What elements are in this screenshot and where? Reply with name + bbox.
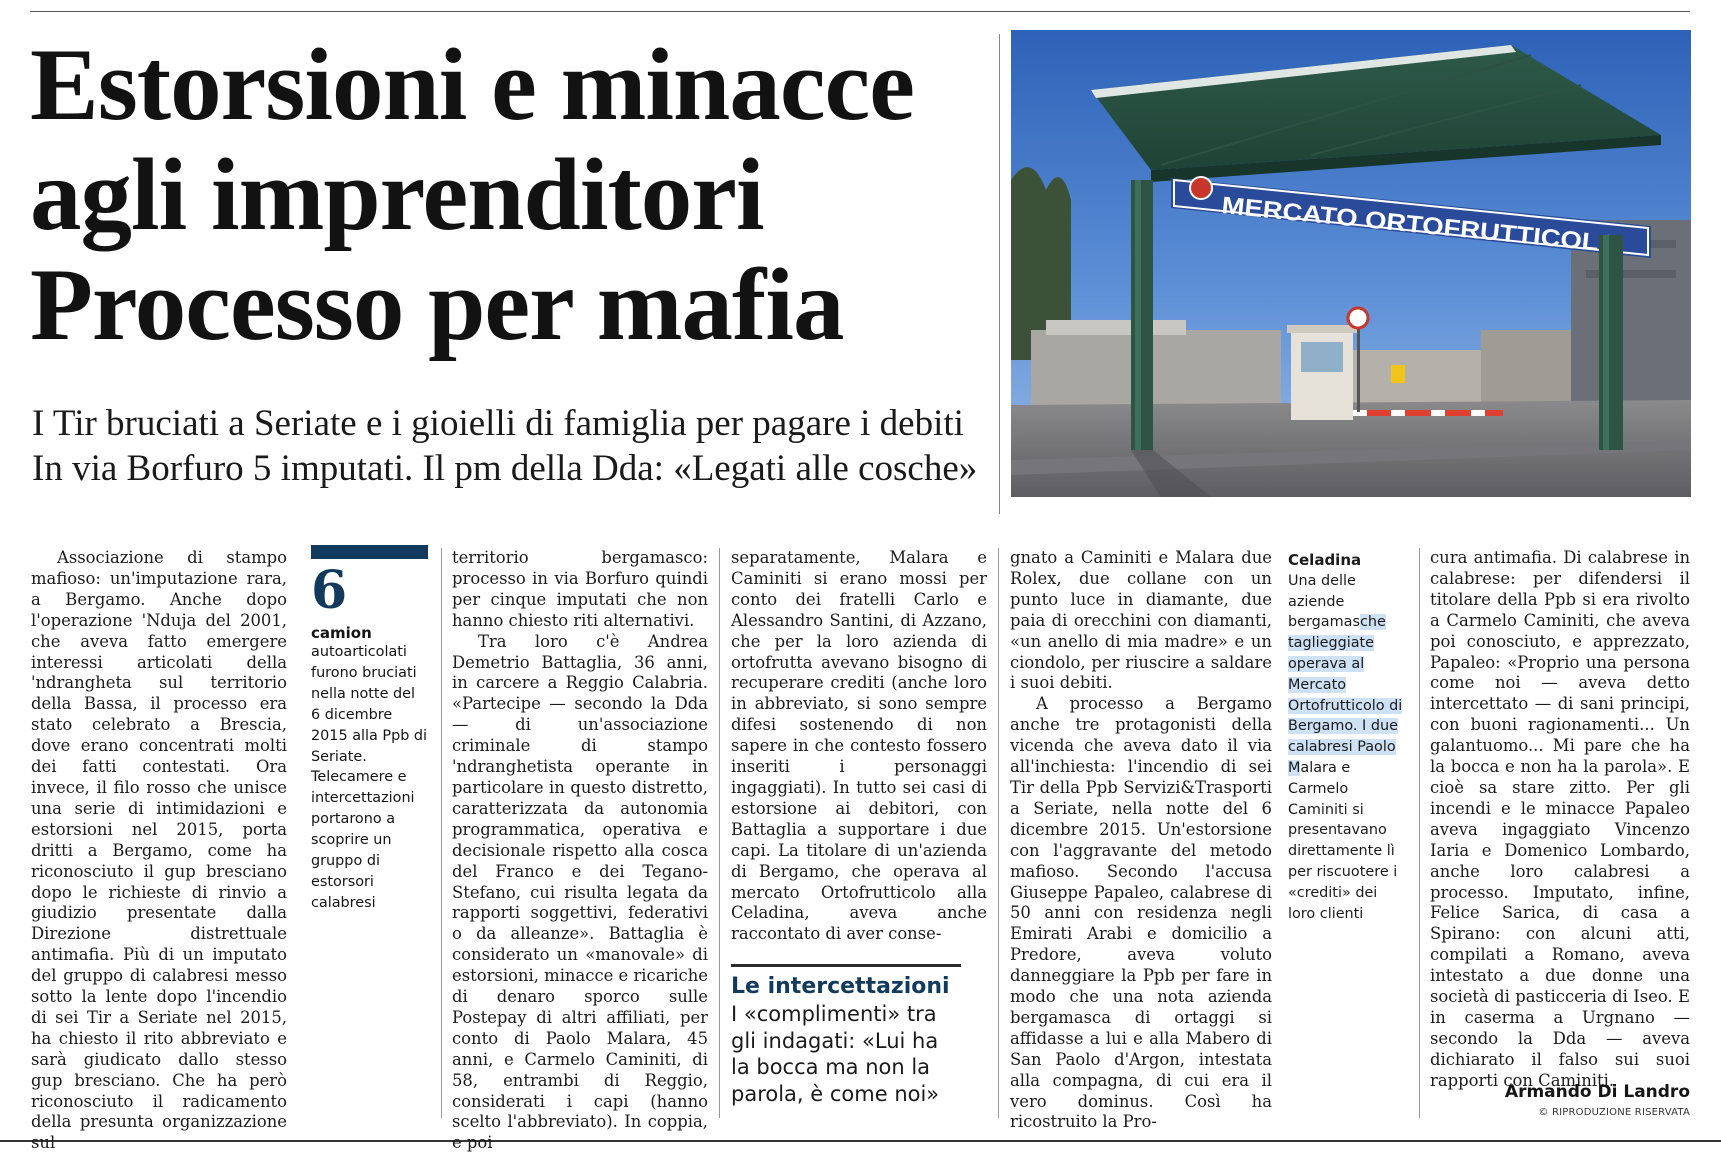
body-paragraph: gnato a Caminiti e Malara due Rolex, due collane con un punto luce in diamante, due paia di orecchini con diamanti, «un anello di mia madre» e un ciondolo, per riuscire a saldare i suoi debiti.	[1010, 548, 1272, 693]
copyright-notice: © RIPRODUZIONE RISERVATA	[1538, 1107, 1690, 1118]
factbox-unit: camion	[311, 624, 372, 642]
caption-text-1: Una delle aziende bergamas	[1288, 572, 1360, 631]
headline-line-2: agli imprenditori	[30, 138, 764, 252]
body-column-7	[1430, 548, 1690, 1092]
body-paragraph: A processo a Bergamo anche tre protagonisti della vicenda che aveva dato il via all'inchiesta: l'incendio di sei Tir della Ppb Servizi&Trasporti a Seriate, nella notte del 6 dicembre 2015. Un'estorsione con l'aggravante del metodo mafioso. Secondo l'accusa Giuseppe Papaleo, calabrese di 50 anni con residenza negli Emirati Arabi e domicilio a Predore, aveva voluto danneggiare la Ppb per fare in modo che una nota azienda bergamasca di ortaggi si affidasse a lui e alla Mabero di San Paolo d'Argon, intestata alla compagna, di cui era il vero dominus. Così ha ricostruito la Pro-	[1010, 694, 1272, 1132]
headline-line-1: Estorsioni e minacce	[30, 28, 914, 142]
body-paragraph: separatamente, Malara e Caminiti si erano mossi per conto dei fratelli Carlo e Alessandro Santini, di Azzano, che per la loro azienda di ortofrutta avevano bisogno di recuperare crediti (anche loro in abbreviato, si sono sempre difesi sostenendo di non sapere in che contesto fossero inseriti i personaggi ingaggiati). In tutto sei casi di estorsione ai debitori, con Battaglia a supportare i due capi. La titolare di un'azienda di Bergamo, che operava al mercato Ortofrutticolo alla Celadina, aveva anche raccontato di aver conse-	[731, 548, 987, 944]
market-entrance-photo	[1011, 30, 1691, 497]
body-column-5	[1010, 548, 1272, 1133]
caption-text-3: alara e Carmelo Caminiti si presentavano direttamente lì per riscuotere i «crediti» dei loro clienti	[1288, 759, 1398, 922]
headline-line-3: Processo per mafia	[30, 248, 844, 362]
top-rule	[30, 11, 1690, 12]
body-column-1	[31, 548, 287, 1154]
headline	[30, 30, 990, 360]
photo-illustration	[1011, 30, 1691, 497]
factbox	[311, 545, 428, 914]
caption-text-highlighted: che taglieggiate operava al Mercato Ortofrutticolo di Bergamo. I due calabresi Paolo M	[1288, 614, 1403, 776]
body-paragraph: territorio bergamasco: processo in via Borfuro quindi per cinque imputati che non hanno chiesto riti alternativi.	[452, 548, 708, 630]
factbox-number: 6	[311, 560, 348, 621]
factbox-bar	[311, 545, 428, 559]
body-paragraph: Associazione di stampo mafioso: un'imputazione rara, a Bergamo. Anche dopo l'operazione 'Nduja del 2001, che aveva fatto emergere interessi articolati della 'ndrangheta sul territorio della Bassa, il processo era stato celebrato a Brescia, dove erano concentrati molti dei fatti contestati. Ora invece, il filo rosso che unisce una serie di intimidazioni e estorsioni nel 2015, porta dritti a Bergamo, come ha riconosciuto il gup bresciano dopo le richieste di rinvio a giudizio presentate dalla Direzione distrettuale antimafia. Più di un imputato del gruppo di calabresi messo sotto la lente dopo l'incendio di sei Tir a Seriate nel 2015, ha chiesto il rito abbreviato e sarà giudicato dallo stesso gup bresciano. Che ha però riconosciuto il radicamento della presunta organizzazione sul	[31, 548, 287, 1153]
sign-text: MERCATO ORTOFRUTTICOLO	[1220, 192, 1571, 254]
body-column-3	[452, 548, 708, 1154]
column-divider	[1419, 548, 1420, 1118]
subheadline-line-1: I Tir bruciati a Seriate e i gioielli di famiglia per pagare i debiti	[32, 403, 964, 444]
column-divider	[441, 548, 442, 1118]
intercettazioni-quote: I «complimenti» tra gli indagati: «Lui ha la bocca ma non la parola, è come noi»	[731, 1002, 940, 1106]
body-paragraph: cura antimafia. Di calabrese in calabrese: per difendersi il titolare della Ppb si era rivolto a Carmelo Caminiti, che aveva poi conosciuto, e apprezzato, Papaleo: «Proprio una persona come noi — aveva detto intercettato — di sani principi, con buoni ragionamenti... Un galantuomo... Mi pare che ha la bocca e non ha la parola». E cioè sa stare zitto. Per gli incendi e le minacce Papaleo aveva ingaggiato Vincenzo Iaria e Domenico Lombardo, anche loro calabresi a processo. Imputato, infine, Felice Sarica, di casa a Spirano: con alcuni atti, compilati a Romano, aveva intestato a due donne una società di pasticceria di Iseo. E in caserma a Urgnano — secondo la Dda — aveva dichiarato il falso sui suoi rapporti con Caminiti.	[1430, 548, 1690, 1090]
intercettazioni-rule	[731, 964, 961, 967]
body-paragraph: Tra loro c'è Andrea Demetrio Battaglia, 36 anni, in carcere a Reggio Calabria. «Partecipe — secondo la Dda — di un'associazione criminale di stampo 'ndranghetista operante in particolare in questo distretto, caratterizzata da autonomia programmatica, operativa e decisionale rispetto alla cosca del Franco e dei Tegano-Stefano, cui risulta legata da rapporti soggettivi, federativi o da alleanze». Battaglia è considerato un «manovale» di estorsioni, minacce e ricariche di denaro sporco sulle Postepay di altri affiliati, per conto di Paolo Malara, 45 anni, e Carmelo Caminiti, di 58, entrambi di Reggio, considerati i capi (hanno scelto l'abbreviato). In coppia, e poi	[452, 631, 708, 1153]
photo-caption	[1288, 550, 1406, 924]
caption-title: Celadina	[1288, 551, 1362, 569]
factbox-text: autoarticolati furono bruciati nella notte del 6 dicembre 2015 alla Ppb di Seriate. Telecamere e intercettazioni portarono a scoprire un gruppo di estorsori calabresi	[311, 644, 428, 911]
subheadline-line-2: In via Borfuro 5 imputati. Il pm della Dda: «Legati alle cosche»	[32, 448, 978, 489]
intercettazioni-box	[731, 964, 961, 1107]
column-divider	[998, 548, 999, 1118]
byline: Armando Di Landro	[1504, 1082, 1690, 1102]
intercettazioni-title: Le intercettazioni	[731, 974, 950, 999]
body-column-4	[731, 548, 987, 945]
subheadline	[32, 401, 1012, 491]
column-divider	[719, 548, 720, 1118]
